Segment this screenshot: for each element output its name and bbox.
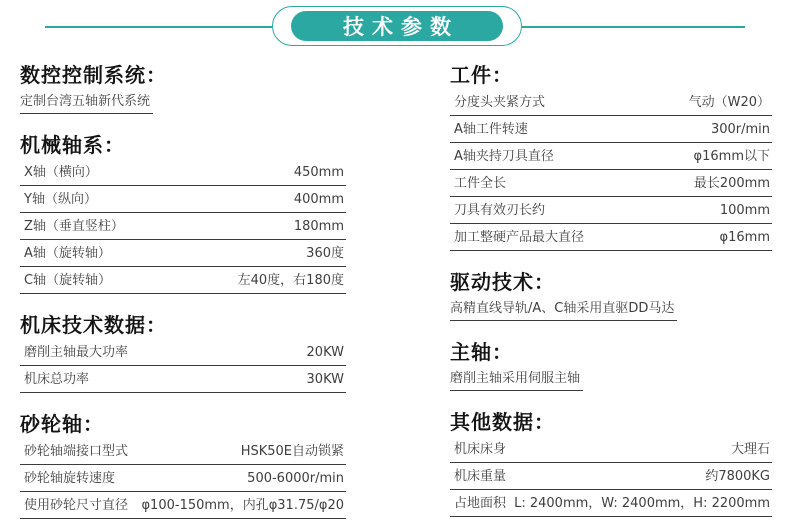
spec-label: 磨削主轴最大功率 <box>24 345 129 360</box>
spec-label: Y轴（纵向） <box>24 192 97 207</box>
spec-label: A轴（旋转轴） <box>24 246 111 261</box>
spec-row <box>20 470 346 492</box>
section-workpiece <box>450 62 772 251</box>
spec-value: 180mm <box>293 219 344 234</box>
spec-label: A轴夹持刀具直径 <box>454 149 554 164</box>
section-spindle <box>450 339 772 391</box>
header-line-right <box>522 26 745 28</box>
spec-rows <box>20 443 346 519</box>
spec-value: 约7800KG <box>705 469 770 484</box>
section-heading: 其他数据： <box>450 410 555 434</box>
spec-value: 400mm <box>293 192 344 207</box>
spec-value: HSK50E自动锁紧 <box>240 444 344 459</box>
spec-row <box>450 121 772 143</box>
section-note: 磨削主轴采用伺服主轴 <box>450 370 583 391</box>
spec-label: 砂轮轴旋转速度 <box>24 471 116 486</box>
spec-rows <box>450 441 772 517</box>
spec-row <box>20 164 346 186</box>
header-line-left <box>45 26 272 28</box>
spec-value: 360度 <box>306 246 344 261</box>
spec-label: Z轴（垂直竖柱） <box>24 219 124 234</box>
section-heading: 砂轮轴： <box>20 412 104 436</box>
spec-label: 加工整硬产品最大直径 <box>454 230 585 245</box>
spec-label: 砂轮轴端接口型式 <box>24 444 129 459</box>
header-capsule-outline <box>272 6 522 46</box>
section-heading: 驱动技术： <box>450 270 555 294</box>
right-column <box>450 62 772 517</box>
spec-row <box>20 497 346 519</box>
spec-row <box>20 272 346 294</box>
section-heading: 工件： <box>450 63 513 87</box>
spec-label: A轴工件转速 <box>454 122 528 137</box>
spec-label: X轴（横向） <box>24 165 98 180</box>
spec-rows <box>450 94 772 251</box>
spec-value: 450mm <box>293 165 344 180</box>
spec-row <box>20 371 346 393</box>
spec-value: 30KW <box>306 372 344 387</box>
spec-row <box>450 148 772 170</box>
spec-label: 使用砂轮尺寸直径 <box>24 498 129 513</box>
spec-row <box>20 245 346 267</box>
spec-value: 左40度，右180度 <box>237 273 344 288</box>
spec-rows <box>20 164 346 294</box>
spec-value: φ100-150mm，内孔φ31.75/φ20 <box>141 498 344 513</box>
section-heading: 机床技术数据： <box>20 313 167 337</box>
spec-value: 300r/min <box>710 122 770 137</box>
section-heading: 机械轴系： <box>20 133 125 157</box>
spec-label: 刀具有效刃长约 <box>454 203 546 218</box>
section-note: 高精直线导轨/A、C轴采用直驱DD马达 <box>450 300 677 321</box>
spec-row <box>450 94 772 116</box>
section-cnc-system <box>20 62 346 114</box>
left-column <box>20 62 346 519</box>
spec-row <box>450 202 772 224</box>
spec-value: 气动（W20） <box>688 95 770 110</box>
section-drive-technology <box>450 269 772 321</box>
spec-value: 100mm <box>719 203 770 218</box>
spec-value: L: 2400mm，W: 2400mm，H: 2200mm <box>514 496 770 511</box>
spec-row <box>450 495 772 517</box>
spec-value: 最长200mm <box>693 176 770 191</box>
spec-label: 分度头夹紧方式 <box>454 95 546 110</box>
spec-row <box>450 175 772 197</box>
section-grinding-wheel-axis <box>20 411 346 519</box>
spec-row <box>450 229 772 251</box>
section-mechanical-axes <box>20 132 346 294</box>
spec-label: 机床床身 <box>454 442 507 457</box>
section-note: 定制台湾五轴新代系统 <box>20 93 153 114</box>
spec-row <box>20 191 346 213</box>
page-title: 技术参数 <box>343 15 459 39</box>
spec-value: 大理石 <box>730 442 770 457</box>
spec-row <box>450 468 772 490</box>
section-other-data <box>450 409 772 517</box>
spec-row <box>450 441 772 463</box>
spec-row <box>20 218 346 240</box>
spec-row <box>20 344 346 366</box>
spec-value: 20KW <box>306 345 344 360</box>
spec-value: φ16mm以下 <box>693 149 770 164</box>
spec-value: φ16mm <box>719 230 770 245</box>
spec-value: 500-6000r/min <box>247 471 344 486</box>
spec-rows <box>20 344 346 393</box>
spec-label: 占地面积 <box>454 496 507 511</box>
spec-row <box>20 443 346 465</box>
section-machine-tech-data <box>20 312 346 393</box>
section-heading: 主轴： <box>450 340 513 364</box>
spec-label: 工件全长 <box>454 176 507 191</box>
page-title-badge <box>291 11 503 41</box>
spec-label: 机床总功率 <box>24 372 90 387</box>
spec-label: C轴（旋转轴） <box>24 273 112 288</box>
section-heading: 数控控制系统： <box>20 63 167 87</box>
spec-label: 机床重量 <box>454 469 507 484</box>
